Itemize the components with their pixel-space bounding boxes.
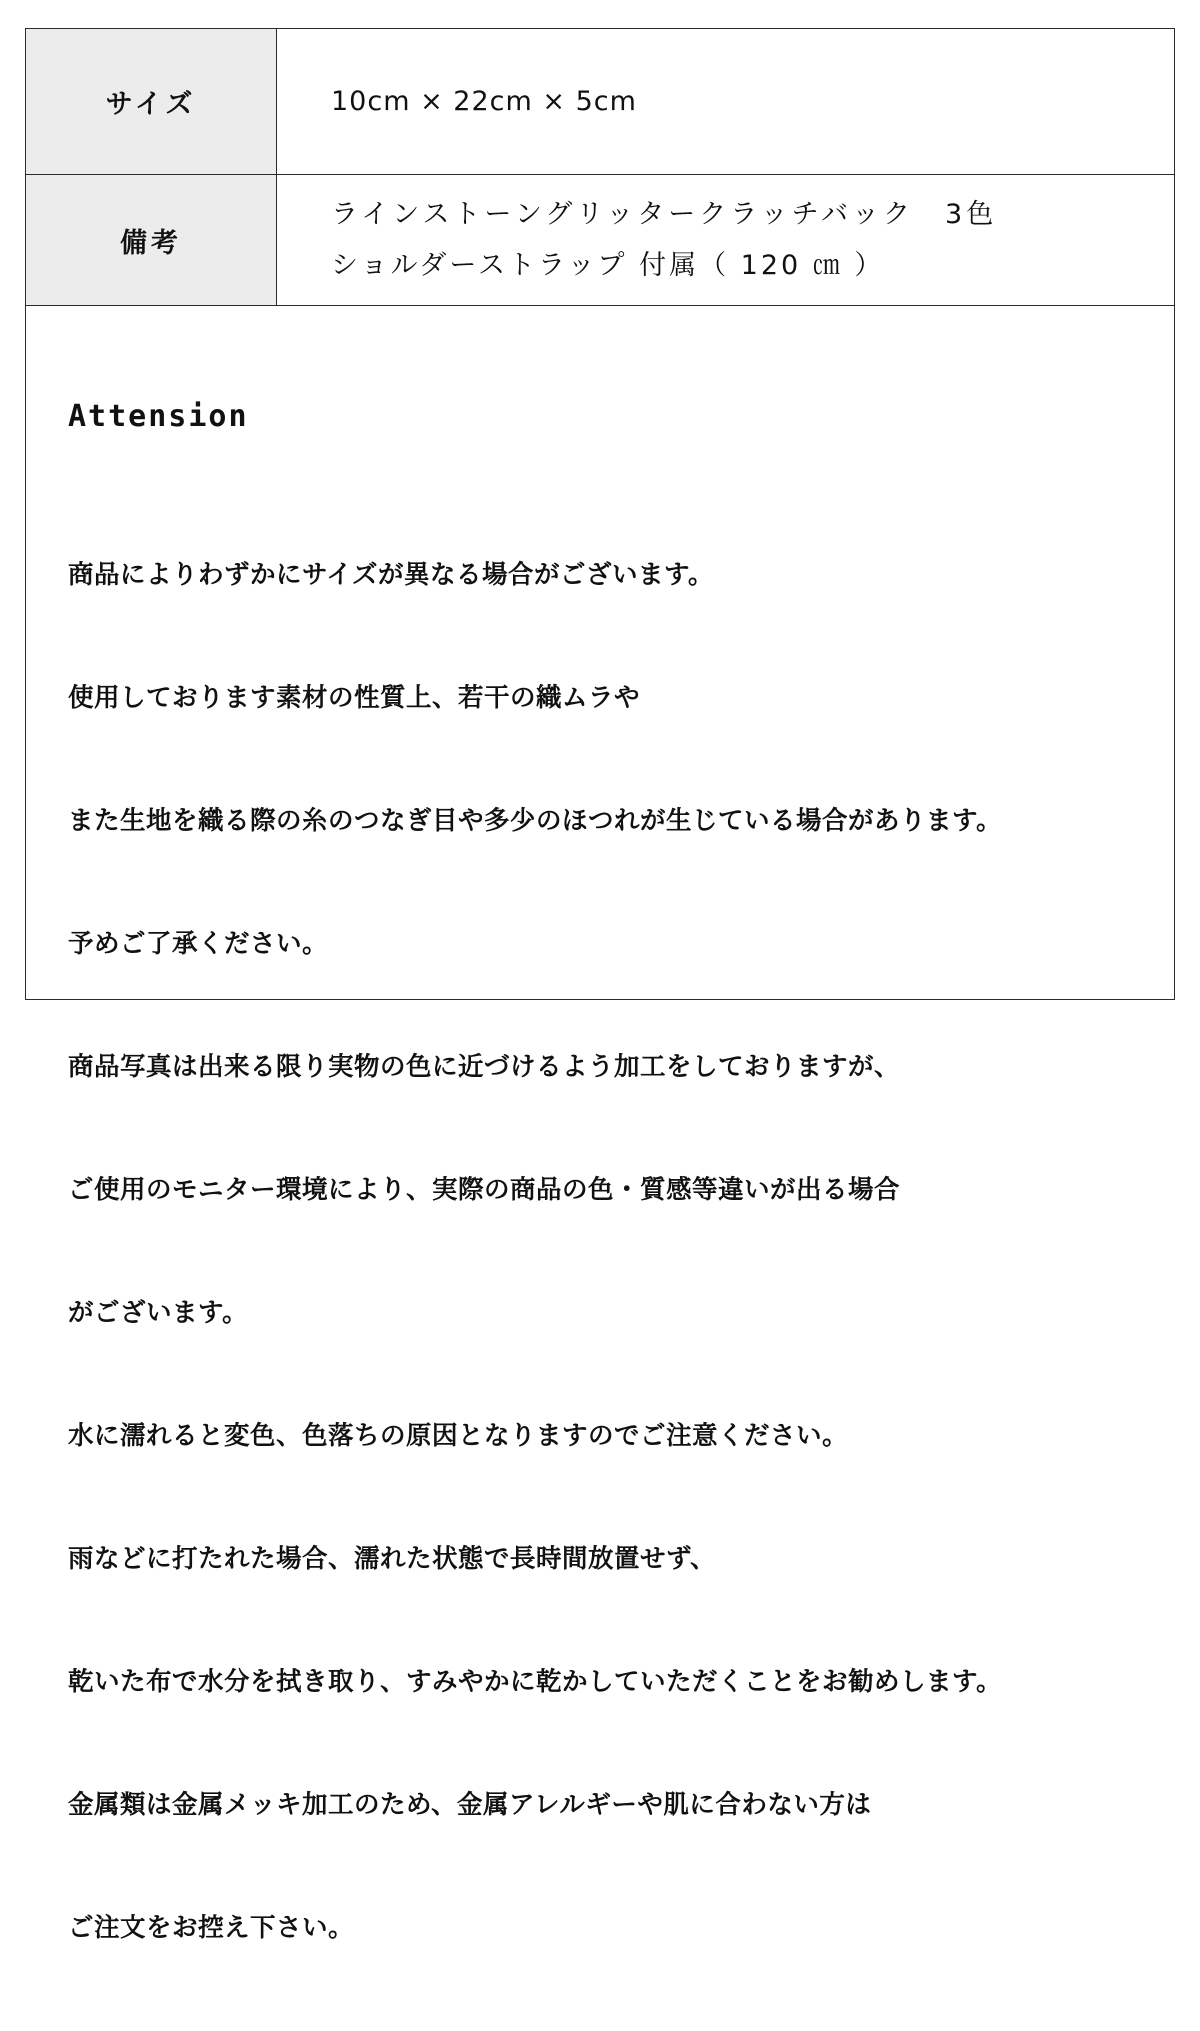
spec-note-line-1: ラインストーングリッタークラッチバック 3色 bbox=[331, 198, 998, 230]
attention-box bbox=[25, 306, 1175, 1943]
attention-line: がございます。 bbox=[68, 1298, 248, 1328]
spec-note-line-2: ショルダーストラップ 付属（ 120 ㎝ ） bbox=[331, 250, 885, 281]
attention-line: また生地を織る際の糸のつなぎ目や多少のほつれが生じている場合があります。 bbox=[68, 806, 1002, 836]
attention-line: ご使用のモニター環境により、実際の商品の色・質感等違いが出る場合 bbox=[68, 1175, 901, 1205]
attention-line: 雨などに打たれた場合、濡れた状態で長時間放置せず、 bbox=[68, 1544, 716, 1574]
attention-line: 水に濡れると変色、色落ちの原因となりますのでご注意ください。 bbox=[68, 1421, 849, 1451]
attention-body bbox=[68, 473, 1148, 2031]
table-row-note bbox=[26, 175, 1175, 306]
attention-title: Attension bbox=[68, 399, 249, 434]
attention-line: 予めご了承ください。 bbox=[68, 929, 329, 959]
table-row-size bbox=[26, 29, 1175, 175]
spec-value-size: 10cm × 22cm × 5cm bbox=[277, 29, 1175, 175]
attention-line: 金属類は金属メッキ加工のため、金属アレルギーや肌に合わない方は bbox=[68, 1790, 872, 1820]
spec-table bbox=[25, 28, 1175, 306]
spec-value-note bbox=[277, 175, 1175, 306]
attention-line: 使用しております素材の性質上、若干の織ムラや bbox=[68, 683, 641, 713]
spec-label-note: 備考 bbox=[26, 175, 277, 306]
spec-label-size: サイズ bbox=[26, 29, 277, 175]
attention-line: 商品写真は出来る限り実物の色に近づけるよう加工をしておりますが、 bbox=[68, 1052, 901, 1082]
attention-line: 商品によりわずかにサイズが異なる場合がございます。 bbox=[68, 560, 714, 590]
attention-line: 乾いた布で水分を拭き取り、すみやかに乾かしていただくことをお勧めします。 bbox=[68, 1667, 1002, 1697]
attention-line: ご注文をお控え下さい。 bbox=[68, 1913, 355, 1943]
